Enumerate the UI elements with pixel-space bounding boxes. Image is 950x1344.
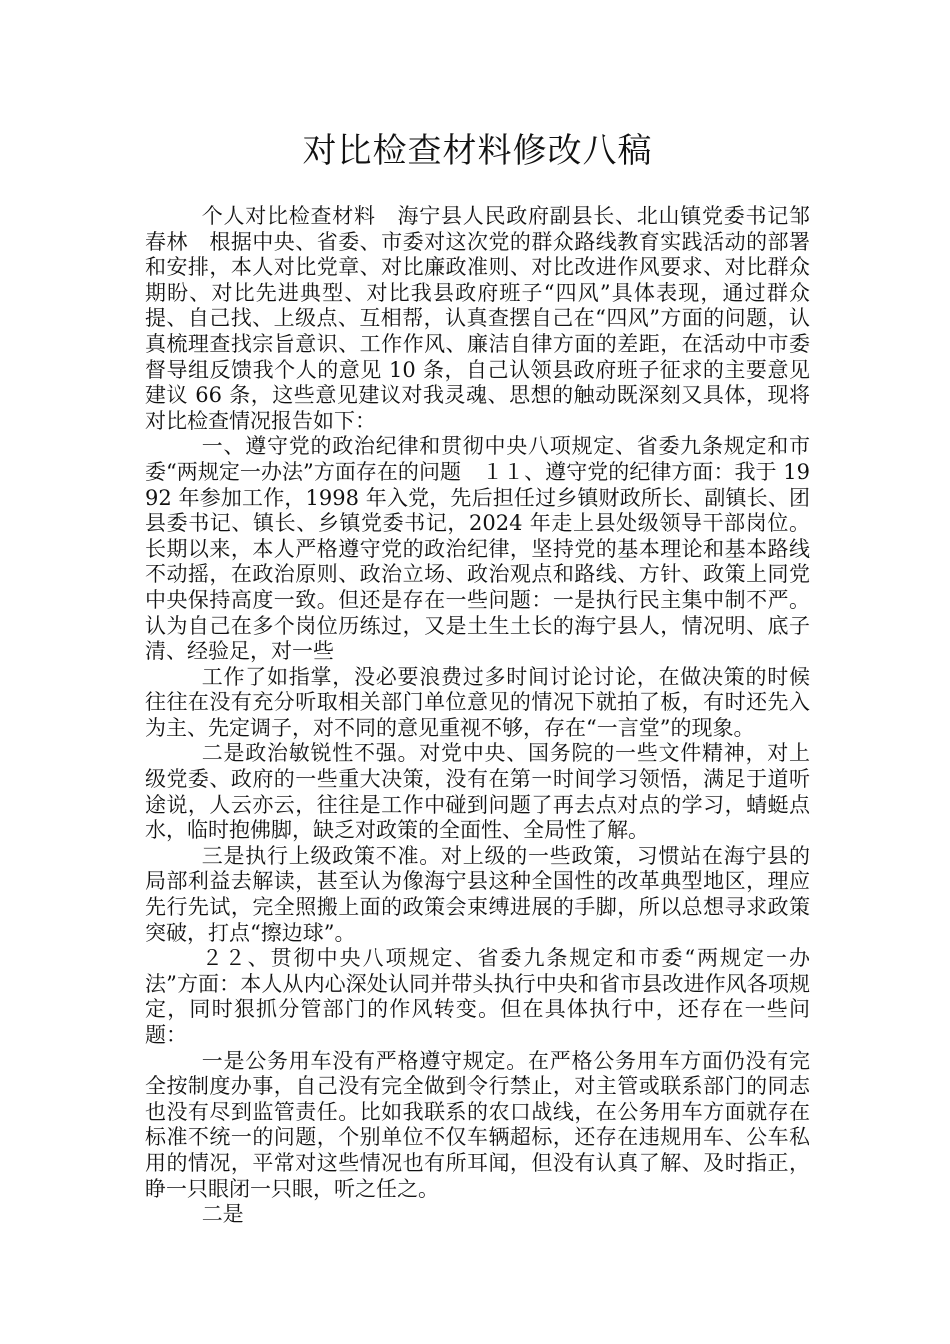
paragraph-trailing: 二是 — [201, 1202, 244, 1227]
paragraph-car-use: 一是公务用车没有严格遵守规定。在严格公务用车方面仍没有完全按制度办事，自己没有完全做到令行禁止，对主管或联系部门的同志也没有尽到监管责任。比如我联系的农口战线，在公务用车方面就存在标准不统一的问题，个别单位不仅车辆超标，还存在违规用车、公车私用的情况，平常对这些情况也有所耳闻，但没有认真了解、及时指正，睁一只眼闭一只眼，听之任之。 — [145, 1048, 810, 1201]
paragraph-section-1: 一、遵守党的政治纪律和贯彻中央八项规定、省委九条规定和市委“两规定一办法”方面存在的问题 １１、遵守党的纪律方面：我于 1992 年参加工作，1998 年入党，先后担任过乡镇财政所长、副镇长、团县委书记、镇长、乡镇党委书记，2024 年走上县处级领导干部岗位。长期以来，本人严格遵守党的政治纪律，坚持党的基本理论和基本路线不动摇，在政治原则、政治立场、政治观点和路线、方针、政策上同党中央保持高度一致。但还是存在一些问题：一是执行民主集中制不严。认为自己在多个岗位历练过，又是土生土长的海宁县人，情况明、底子清、经验足，对一些 — [145, 434, 810, 664]
document-title: 对比检查材料修改八稿 — [302, 131, 653, 171]
paragraph-point-2: 二是政治敏锐性不强。对党中央、国务院的一些文件精神，对上级党委、政府的一些重大决策，没有在第一时间学习领悟，满足于道听途说，人云亦云，往往是工作中碰到问题了再去点对点的学习，蜻蜓点水，临时抱佛脚，缺乏对政策的全面性、全局性了解。 — [145, 741, 810, 843]
document-page — [145, 128, 810, 1228]
paragraph-section-2: ２２、贯彻中央八项规定、省委九条规定和市委“两规定一办法”方面：本人从内心深处认同并带头执行中央和省市县改进作风各项规定，同时狠抓分管部门的作风转变。但在具体执行中，还存在一些问题： — [145, 946, 810, 1047]
paragraph-point-3: 三是执行上级政策不准。对上级的一些政策，习惯站在海宁县的局部利益去解读，甚至认为像海宁县这种全国性的改革典型地区，理应先行先试，完全照搬上面的政策会束缚进展的手脚，所以总想寻求政策突破，打点“擦边球”。 — [145, 843, 810, 945]
paragraph-intro: 个人对比检查材料 海宁县人民政府副县长、北山镇党委书记邹春林 根据中央、省委、市委对这次党的群众路线教育实践活动的部署和安排，本人对比党章、对比廉政准则、对比改进作风要求、对比群众期盼、对比先进典型、对比我县政府班子“四风”具体表现，通过群众提、自己找、上级点、互相帮，认真查摆自己在“四风”方面的问题，认真梳理查找宗旨意识、工作作风、廉洁自律方面的差距，在活动中市委督导组反馈我个人的意见 10 条，自己认领县政府班子征求的主要意见建议 66 条，这些意见建议对我灵魂、思想的触动既深刻又具体，现将对比检查情况报告如下： — [145, 204, 810, 433]
paragraph-continuation: 工作了如指掌，没必要浪费过多时间讨论讨论，在做决策的时候往往在没有充分听取相关部门单位意见的情况下就拍了板，有时还先入为主、先定调子，对不同的意见重视不够，存在“一言堂”的现象。 — [145, 664, 810, 740]
